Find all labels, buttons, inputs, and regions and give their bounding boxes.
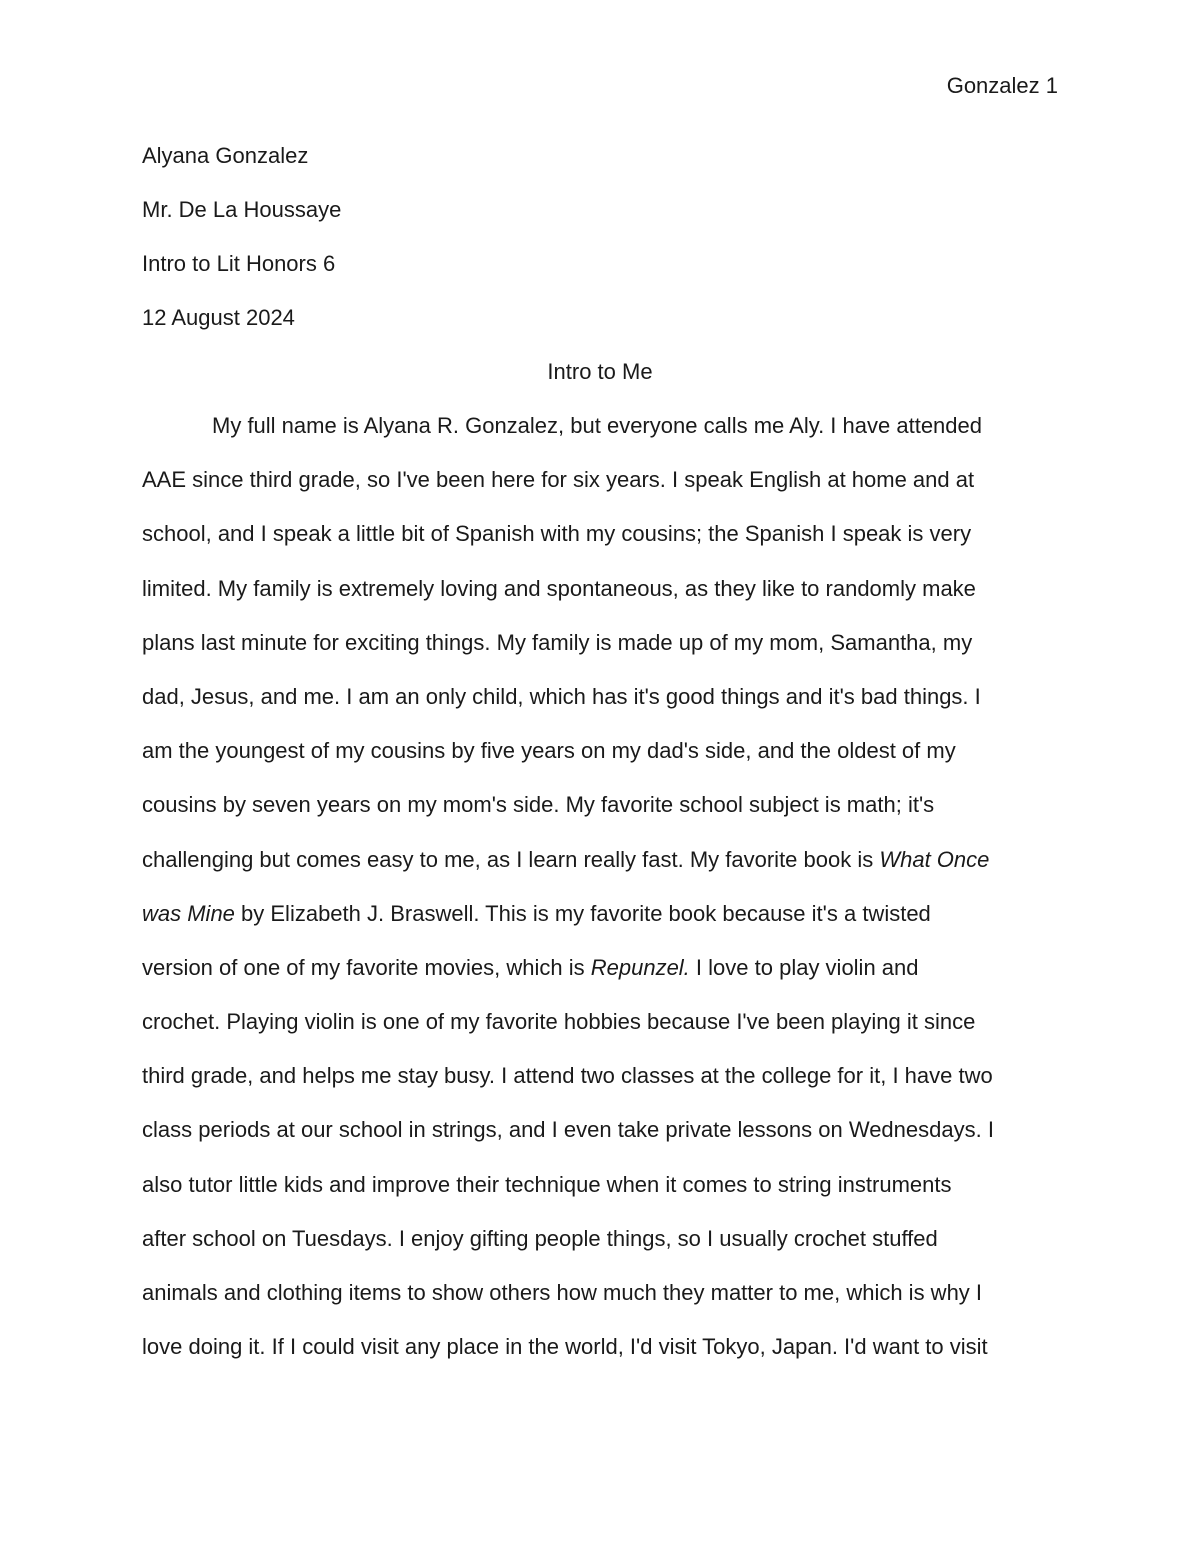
body-line: third grade, and helps me stay busy. I attend two classes at the college for it, I have two	[142, 1063, 993, 1089]
body-line: crochet. Playing violin is one of my favorite hobbies because I've been playing it since	[142, 1009, 976, 1035]
body-line: My full name is Alyana R. Gonzalez, but everyone calls me Aly. I have attended	[212, 413, 982, 438]
body-line: limited. My family is extremely loving and spontaneous, as they like to randomly make	[142, 575, 976, 601]
body-line: animals and clothing items to show others how much they matter to me, which is why I	[142, 1280, 983, 1305]
essay-title: Intro to Me	[547, 359, 653, 384]
body-text: by Elizabeth J. Braswell. This is my favorite book because it's a twisted	[234, 900, 931, 926]
body-text: version of one of my favorite movies, which is	[142, 954, 591, 980]
body-line: AAE since third grade, so I've been here for six years. I speak English at home and at	[142, 467, 975, 493]
body-line	[142, 846, 1072, 900]
book-title-italic: What Once	[879, 846, 990, 872]
body-line: cousins by seven years on my mom's side. My favorite school subject is math; it's	[142, 792, 935, 818]
body-line: after school on Tuesdays. I enjoy gifting people things, so I usually crochet stuffed	[142, 1225, 938, 1251]
body-line: class periods at our school in strings, and I even take private lessons on Wednesdays. I	[142, 1117, 994, 1143]
teacher-name: Mr. De La Houssaye	[142, 197, 342, 222]
body-line: school, and I speak a little bit of Spanish with my cousins; the Spanish I speak is very	[142, 521, 972, 547]
book-title-italic: was Mine	[142, 900, 235, 926]
body-line	[142, 954, 1072, 1008]
body-line	[142, 900, 1072, 954]
body-line: also tutor little kids and improve their technique when it comes to string instruments	[142, 1171, 952, 1197]
essay-date: 12 August 2024	[142, 305, 295, 330]
body-line: am the youngest of my cousins by five years on my dad's side, and the oldest of my	[142, 738, 956, 764]
student-name: Alyana Gonzalez	[142, 143, 309, 168]
body-line: love doing it. If I could visit any place in the world, I'd visit Tokyo, Japan. I'd want to visit	[142, 1334, 988, 1360]
essay-body	[142, 412, 1072, 1387]
course-name: Intro to Lit Honors 6	[142, 251, 336, 276]
body-line: dad, Jesus, and me. I am an only child, which has it's good things and it's bad things. I	[142, 683, 981, 709]
body-line: plans last minute for exciting things. My family is made up of my mom, Samantha, my	[142, 629, 973, 655]
movie-title-italic: Repunzel.	[590, 954, 690, 980]
running-head: Gonzalez 1	[946, 73, 1058, 98]
body-text: I love to play violin and	[689, 954, 919, 980]
body-text: challenging but comes easy to me, as I learn really fast. My favorite book is	[142, 846, 880, 872]
